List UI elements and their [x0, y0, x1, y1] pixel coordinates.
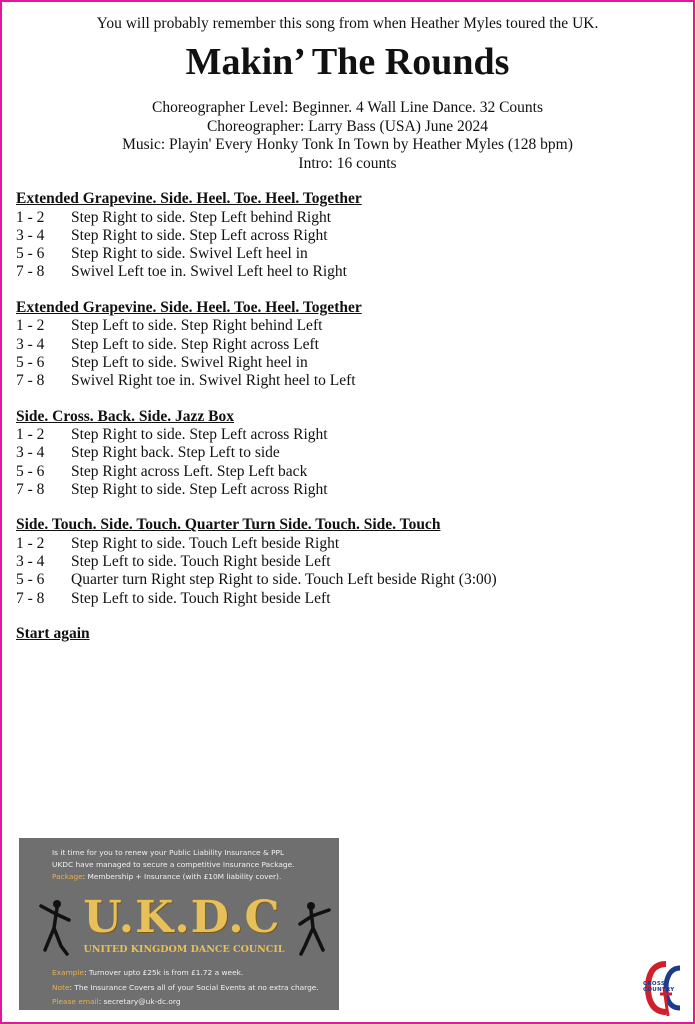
section-1	[16, 190, 676, 281]
ad-package-label: Package	[52, 872, 83, 881]
step-count: 5 - 6	[16, 571, 45, 589]
step-row	[16, 227, 676, 245]
ad-example-label: Example	[52, 968, 85, 977]
ad-email-label: Please email	[52, 997, 99, 1006]
section-title: Side. Cross. Back. Side. Jazz Box	[16, 407, 235, 425]
section-title: Side. Touch. Side. Touch. Quarter Turn Side. Touch. Side. Touch	[16, 516, 441, 534]
step-description: Step Left to side. Step Right behind Left	[71, 317, 323, 335]
step-row	[16, 317, 676, 335]
step-description: Step Left to side. Touch Right beside Left	[71, 553, 331, 571]
dance-meta	[2, 99, 693, 173]
section-4	[16, 516, 676, 607]
step-row	[16, 571, 676, 589]
ukdc-council-name: UNITED KINGDOM DANCE COUNCIL	[83, 944, 285, 955]
step-row	[16, 444, 676, 462]
step-description: Step Right across Left. Step Left back	[71, 462, 308, 480]
step-row	[16, 463, 676, 481]
step-count: 3 - 4	[16, 226, 45, 244]
ad-email-text: : secretary@uk-dc.org	[98, 997, 181, 1006]
step-description: Step Left to side. Swivel Right heel in	[71, 353, 308, 371]
step-sheet	[16, 190, 676, 643]
section-title: Extended Grapevine. Side. Heel. Toe. Heel. Together	[16, 190, 362, 207]
step-count: 3 - 4	[16, 553, 45, 571]
dance-title: Makin’ The Rounds	[185, 41, 510, 83]
ad-line: UKDC have managed to secure a competitive Insurance Package.	[52, 860, 295, 869]
step-description: Step Right to side. Step Left across Right	[71, 480, 328, 498]
step-count: 5 - 6	[16, 353, 45, 371]
ad-bottom-text	[52, 966, 337, 1010]
step-description: Quarter turn Right step Right to side. Touch Left beside Right (3:00)	[71, 571, 497, 589]
step-description: Step Right to side. Step Left behind Right	[71, 208, 332, 226]
step-description: Step Right to side. Touch Left beside Right	[71, 534, 340, 552]
step-row	[16, 354, 676, 372]
logo-text: CROSS COUNTRY	[643, 981, 675, 993]
step-row	[16, 245, 676, 263]
meta-choreographer: Choreographer: Larry Bass (USA) June 2024	[206, 117, 489, 135]
step-count: 1 - 2	[16, 208, 45, 226]
step-row	[16, 209, 676, 227]
step-count: 7 - 8	[16, 263, 45, 281]
step-description: Step Right back. Step Left to side	[71, 444, 280, 462]
step-row	[16, 535, 676, 553]
section-title: Extended Grapevine. Side. Heel. Toe. Heel. Together	[16, 298, 362, 316]
ad-note-line	[52, 981, 337, 996]
step-row	[16, 553, 676, 571]
step-row	[16, 590, 676, 608]
step-count: 3 - 4	[16, 335, 45, 353]
ad-example-text: : Turnover upto £25k is from £1.72 a week.	[84, 968, 244, 977]
step-description: Step Right to side. Step Left across Right	[71, 426, 328, 444]
step-count: 7 - 8	[16, 589, 45, 607]
step-count: 7 - 8	[16, 371, 45, 389]
ad-top-text	[52, 847, 337, 883]
ad-line: Is it time for you to renew your Public Liability Insurance & PPL	[52, 848, 285, 857]
ad-package-text: : Membership + Insurance (with £10M liability cover).	[82, 872, 282, 881]
start-again-label: Start again	[16, 625, 90, 643]
ad-note-label: Note	[52, 982, 70, 992]
step-description: Step Right to side. Swivel Left heel in	[71, 244, 308, 262]
step-row	[16, 426, 676, 444]
step-row	[16, 372, 676, 390]
step-count: 3 - 4	[16, 444, 45, 462]
step-description: Swivel Right toe in. Swivel Right heel to Left	[71, 371, 356, 389]
step-row	[16, 263, 676, 281]
section-3	[16, 408, 676, 499]
ad-email-line	[52, 995, 337, 1010]
step-count: 1 - 2	[16, 317, 45, 335]
step-count: 5 - 6	[16, 462, 45, 480]
step-count: 1 - 2	[16, 534, 45, 552]
step-count: 7 - 8	[16, 480, 45, 498]
dancer-silhouette-icon	[297, 900, 335, 958]
step-description: Step Left to side. Touch Right beside Left	[71, 589, 331, 607]
step-count: 5 - 6	[16, 244, 45, 262]
ad-note-text: : The Insurance Covers all of your Social Events at no extra charge.	[69, 982, 319, 992]
meta-intro: Intro: 16 counts	[298, 154, 397, 172]
step-description: Swivel Left toe in. Swivel Left heel to Right	[71, 263, 347, 281]
step-count: 1 - 2	[16, 426, 45, 444]
step-row	[16, 481, 676, 499]
ad-package-line	[52, 871, 337, 883]
step-description: Step Right to side. Step Left across Right	[71, 226, 328, 244]
meta-level: Choreographer Level: Beginner. 4 Wall Line Dance. 32 Counts	[151, 99, 544, 116]
step-description: Step Left to side. Step Right across Left	[71, 335, 319, 353]
ukdc-wordmark: U.K.D.C	[83, 892, 281, 943]
section-2	[16, 299, 676, 390]
ad-example-line	[52, 966, 337, 981]
meta-music: Music: Playin' Every Honky Tonk In Town by Heather Myles (128 bpm)	[122, 136, 573, 153]
ukdc-insurance-ad	[19, 838, 339, 1010]
step-row	[16, 336, 676, 354]
intro-note: You will probably remember this song from when Heather Myles toured the UK.	[96, 15, 599, 32]
